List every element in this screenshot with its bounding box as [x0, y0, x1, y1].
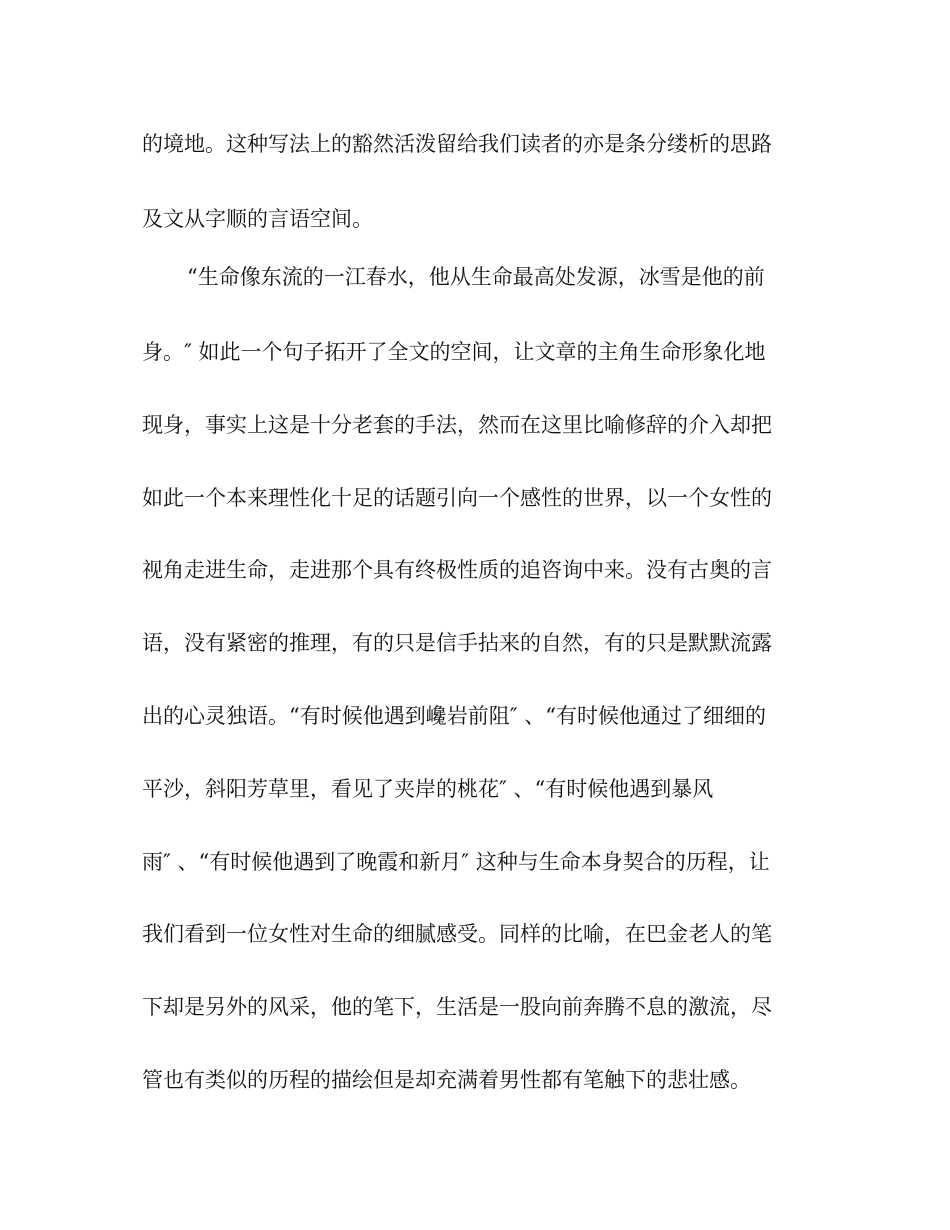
text-line-12: 我们看到一位女性对生命的细腻感受。同样的比喻，在巴金老人的笔 — [142, 922, 772, 946]
text-line-5: 现身，事实上这是十分老套的手法，然而在这里比喻修辞的介入却把 — [142, 413, 772, 437]
text-line-13: 下却是另外的风采，他的笔下，生活是一股向前奔腾不息的激流，尽 — [142, 995, 772, 1019]
text-line-8: 语，没有紧密的推理，有的只是信手拈来的自然，有的只是默默流露 — [142, 631, 772, 655]
text-line-14: 管也有类似的历程的描绘但是却充满着男性都有笔触下的悲壮感。 — [142, 1068, 751, 1092]
text-line-2: 及文从字顺的言语空间。 — [142, 207, 373, 231]
text-line-1: 的境地。这种写法上的豁然活泼留给我们读者的亦是条分缕析的思路 — [142, 132, 772, 156]
text-line-7: 视角走进生命，走进那个具有终极性质的追咨询中来。没有古奥的言 — [142, 558, 772, 582]
text-line-6: 如此一个本来理性化十足的话题引向一个感性的世界，以一个女性的 — [142, 486, 772, 510]
text-line-10: 平沙，斜阳芳草里，看见了夹岸的桃花″ 、“有时候他遇到暴风 — [142, 777, 714, 801]
text-line-9: 出的心灵独语。“有时候他遇到巉岩前阻″ 、“有时候他通过了细细的 — [142, 704, 766, 728]
text-line-3: “生命像东流的一江春水，他从生命最高处发源，冰雪是他的前 — [187, 265, 765, 289]
text-line-4: 身。″ 如此一个句子拓开了全文的空间，让文章的主角生命形象化地 — [142, 340, 766, 364]
text-line-11: 雨″ 、“有时候他遇到了晚霞和新月″ 这种与生命本身契合的历程，让 — [142, 850, 770, 874]
